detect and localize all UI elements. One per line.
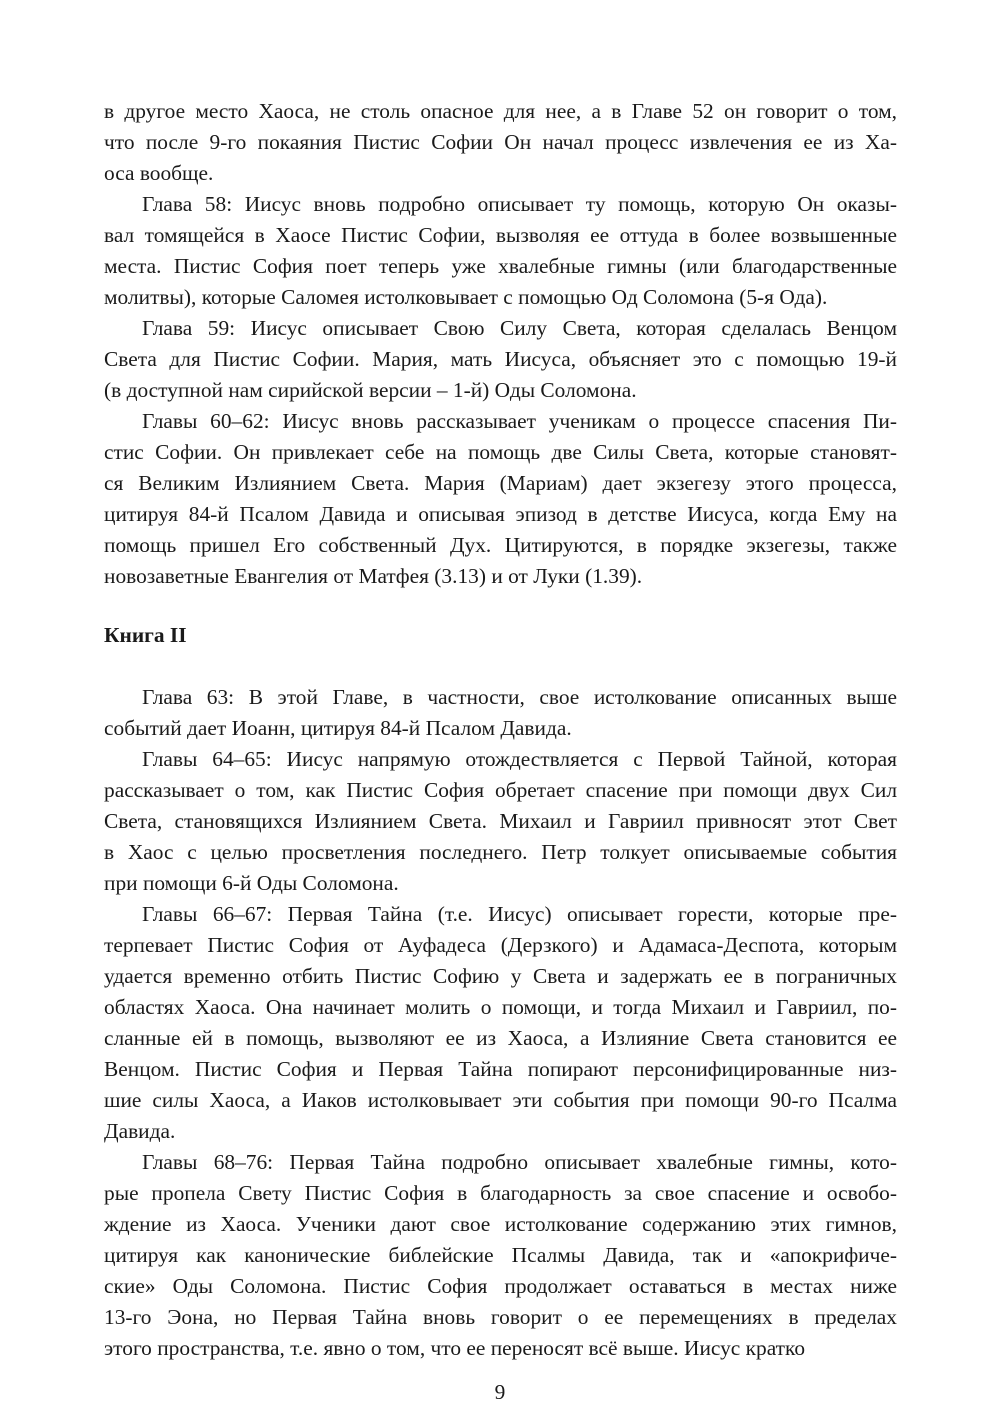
text-line: Главы 66–67: Первая Тайна (т.е. Иисус) описывает горести, которые пре- [142,902,897,926]
text-line: Венцом. Пистис София и Первая Тайна попирают персонифицированные низ- [104,1057,897,1081]
text-line: рассказывает о том, как Пистис София обретает спасение при помощи двух Сил [104,778,897,802]
text-line: (в доступной нам сирийской версии – 1-й) Оды Соломона. [104,378,637,402]
text-line: молитвы), которые Саломея истолковывает с помощью Од Соломона (5-я Ода). [104,285,828,309]
text-block-bottom [104,682,897,1364]
spacer [104,592,897,620]
text-line: сланные ей в помощь, вызволяют ее из Хаоса, а Излияние Света становится ее [104,1026,897,1050]
text-line: при помощи 6-й Оды Соломона. [104,871,399,895]
text-line: Главы 68–76: Первая Тайна подробно описывает хвалебные гимны, кото- [142,1150,897,1174]
text-line: Давида. [104,1119,176,1143]
text-line: шие силы Хаоса, а Иаков истолковывает эти события при помощи 90-го Псалма [104,1088,897,1112]
text-line: ские» Оды Соломона. Пистис София продолжает оставаться в местах ниже [104,1274,897,1298]
text-line: Главы 60–62: Иисус вновь рассказывает ученикам о процессе спасения Пи- [142,409,897,433]
text-line: что после 9-го покаяния Пистис Софии Он начал процесс извлечения ее из Ха- [104,130,897,154]
page-body [104,96,897,1364]
page-number: 9 [494,1380,506,1404]
text-line: Главы 64–65: Иисус напрямую отождествляется с Первой Тайной, которая [142,747,897,771]
text-line: Света для Пистис Софии. Мария, мать Иисуса, объясняет это с помощью 19-й [104,347,897,371]
text-line: рые пропела Свету Пистис София в благодарность за свое спасение и освобо- [104,1181,897,1205]
text-line: событий дает Иоанн, цитируя 84-й Псалом Давида. [104,716,572,740]
paragraph [104,313,897,406]
text-line: цитируя 84-й Псалом Давида и описывая эпизод в детстве Иисуса, когда Ему на [104,502,897,526]
paragraph [104,96,897,189]
spacer [104,651,897,682]
text-line: вал томящейся в Хаосе Пистис Софии, вызволяя ее оттуда в более возвышенные [104,223,897,247]
text-line: помощь пришел Его собственный Дух. Цитируются, в порядке экзегезы, также [104,533,897,557]
paragraph [104,744,897,899]
text-line: областях Хаоса. Она начинает молить о помощи, и тогда Михаил и Гавриил, по- [104,995,897,1019]
text-line: 13-го Эона, но Первая Тайна вновь говорит о ее перемещениях в пределах [104,1305,897,1329]
text-line: в другое место Хаоса, не столь опасное для нее, а в Главе 52 он говорит о том, [104,99,897,123]
text-line: Глава 63: В этой Главе, в частности, свое истолкование описанных выше [142,685,897,709]
paragraph [104,682,897,744]
text-line: оса вообще. [104,161,214,185]
section-heading: Книга II [104,623,187,647]
text-line: новозаветные Евангелия от Матфея (3.13) и от Луки (1.39). [104,564,643,588]
text-line: в Хаос с целью просветления последнего. Петр толкует описываемые события [104,840,897,864]
text-line: ждение из Хаоса. Ученики дают свое истолкование содержанию этих гимнов, [104,1212,897,1236]
text-line: удается временно отбить Пистис Софию у Света и задержать ее в пограничных [104,964,897,988]
paragraph [104,189,897,313]
text-line: цитируя как канонические библейские Псалмы Давида, так и «апокрифиче- [104,1243,897,1267]
text-line: места. Пистис София поет теперь уже хвалебные гимны (или благодарственные [104,254,897,278]
text-line: этого пространства, т.е. явно о том, что ее переносят всё выше. Иисус кратко [104,1336,806,1360]
text-line: Глава 58: Иисус вновь подробно описывает ту помощь, которую Он оказы- [142,192,897,216]
paragraph [104,899,897,1147]
text-line: терпевает Пистис София от Ауфадеса (Дерзкого) и Адамаса-Деспота, которым [104,933,897,957]
text-line: ся Великим Излиянием Света. Мария (Мариам) дает экзегезу этого процесса, [104,471,897,495]
paragraph [104,1147,897,1364]
text-block-top [104,96,897,592]
paragraph [104,406,897,592]
text-line: Света, становящихся Излиянием Света. Михаил и Гавриил привносят этот Свет [104,809,897,833]
text-line: стис Софии. Он привлекает себе на помощь две Силы Света, которые становят- [104,440,897,464]
text-line: Глава 59: Иисус описывает Свою Силу Света, которая сделалась Венцом [142,316,897,340]
